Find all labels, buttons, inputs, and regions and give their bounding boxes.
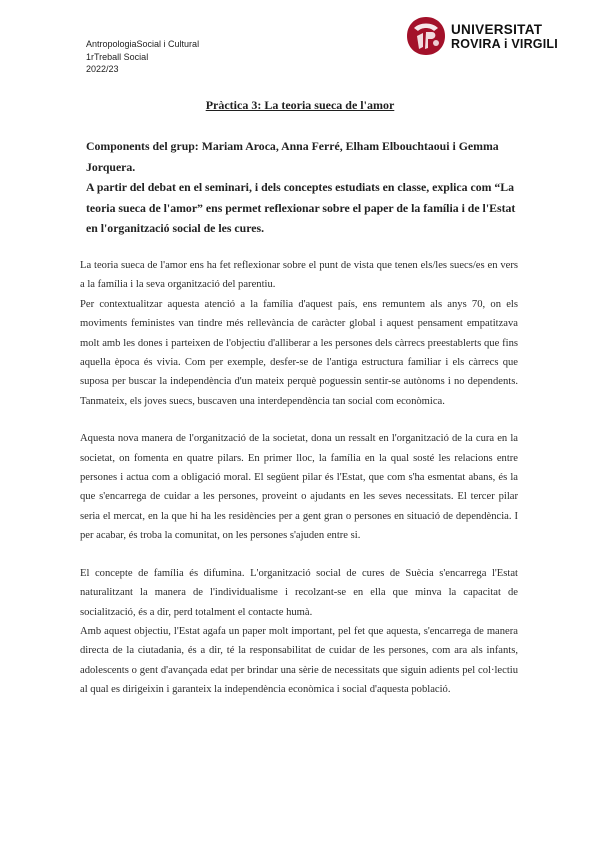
paragraph-state-role: Amb aquest objectiu, l'Estat agafa un paper molt important, pel fet que aquesta, s'encarrega de manera directa de la ciutadania, és a dir, té la responsabilitat de cuidar de les persones, com ara als infants, adolescents o gent d'avançada edat per brindar una sèrie de necessitats que siguin adients pel col·lectiu al qual es dirigeixin i garanteix la independència econòmica i social d'aquesta població. xyxy=(80,625,518,696)
university-name xyxy=(451,22,558,52)
assignment-question xyxy=(86,136,520,239)
paragraph-intro: La teoria sueca de l'amor ens ha fet reflexionar sobre el punt de vista que tenen els/les suecs/es en vers a la família i la seva organització del parentiu. xyxy=(80,260,518,291)
paragraph-pillars: Aquesta nova manera de l'organització de la societat, dona un ressalt en l'organització de la cura en la societat, on fomenta en quatre pilars. En primer lloc, la família en la qual sosté les relacions entre persones i actua com a obligació moral. El següent pilar és l'Estat, que com s'ha esmentat abans, és la que s'encarrega de cuidar a les persones, proveint o ajudants en les seves necessitats. El tercer pilar seria el mercat, en la que hi ha les residències per a gent gran o persones en situació de dependència. I per acabar, és troba la comunitat, on les persones s'ajuden entre si. xyxy=(80,433,518,542)
document-title-text: Pràctica 3: La teoria sueca de l'amor xyxy=(205,98,395,112)
university-name-line2: ROVIRA i VIRGILI xyxy=(451,37,558,51)
academic-year: 2022/23 xyxy=(86,64,119,74)
course-name: AntropologiaSocial i Cultural xyxy=(86,39,200,49)
university-name-line1: UNIVERSITAT xyxy=(451,22,543,37)
document-title xyxy=(0,98,600,113)
paragraph-family-concept: El concepte de família és difumina. L'organització social de cures de Suècia s'encarrega l'Estat naturalitzant la manera de l'individualisme i recolzant-se en ella que minva la capacitat de socialització, és a dir, perd totalment el contacte humà. xyxy=(80,567,518,618)
question-prompt: A partir del debat en el seminari, i dels conceptes estudiats en classe, explica com “La teoria sueca de l'amor” ens permet reflexionar sobre el paper de la família i de l'Estat en l'organització social de les cures. xyxy=(86,180,516,235)
document-body xyxy=(80,256,518,700)
group-name: 1rTreball Social xyxy=(86,51,149,62)
paragraph-context: Per contextualitzar aquesta atenció a la família d'aquest país, ens remuntem als anys 70, on els moviments feministes van tindre més rellevància de caràcter global i aquest pensament empatitzava molt amb les dones i parteixen de l'objectiu d'alliberar a les persones dels càrrecs preestablerts que fins aquella època és vivia. Com per exemple, desfer-se de l'antiga estructura familiar i els càrrecs que suposa per buscar la independència d'un mateix perquè poguessin sentir-se autònoms i no dependents. Tanmateix, els joves suecs, buscaven una interdependència tan social com econòmica. xyxy=(80,298,518,407)
university-seal-icon xyxy=(404,14,448,58)
university-logo xyxy=(404,14,574,60)
document-header xyxy=(86,38,199,76)
group-components: Components del grup: Mariam Aroca, Anna Ferré, Elham Elbouchtaoui i Gemma Jorquera. xyxy=(86,139,499,174)
